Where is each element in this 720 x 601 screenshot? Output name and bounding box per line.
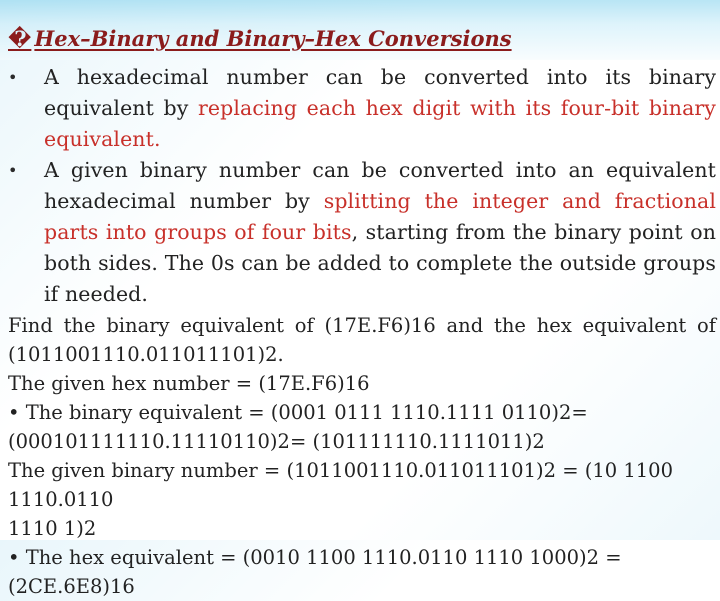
bullet-text xyxy=(44,155,716,310)
bullet-list xyxy=(6,62,716,310)
bullet-marker: • xyxy=(8,68,18,87)
slide-title xyxy=(8,26,512,51)
example-question-line: (1011001110.011011101)2. xyxy=(8,343,284,366)
example-line: (000101111110.11110110)2= (101111110.1111011)2 xyxy=(8,430,545,453)
bullet-text-plain: A given binary number can be converted into an equivalent hexadecimal number by xyxy=(44,158,716,213)
bullet-marker: • xyxy=(8,161,18,180)
worked-example xyxy=(8,311,716,601)
bullet-text-highlight: splitting the integer and fractional parts into groups of four bits xyxy=(44,189,716,244)
example-line: • The hex equivalent = (0010 1100 1110.0110 1110 1000)2 = (2CE.6E8)16 xyxy=(8,546,622,598)
example-line: • The binary equivalent = (0001 0111 1110.1111 0110)2= xyxy=(8,401,588,424)
slide-title-text: Hex–Binary and Binary–Hex Conversions xyxy=(34,26,512,51)
bullet-text xyxy=(44,62,716,155)
bullet-text-highlight: replacing each hex digit with its four-bit binary equivalent. xyxy=(44,96,716,151)
bullet-item xyxy=(6,155,716,310)
bullet-text-plain-end: , starting from the binary point on both sides. The 0s can be added to complete the outside groups if needed. xyxy=(44,220,716,306)
example-line: The given binary number = (1011001110.011011101)2 = (10 1100 1110.0110 xyxy=(8,459,673,511)
bullet-item xyxy=(6,62,716,155)
example-line: 1110 1)2 xyxy=(8,517,97,540)
bullet-text-plain: A hexadecimal number can be converted into its binary equivalent by xyxy=(44,65,716,120)
example-question-line: Find the binary equivalent of (17E.F6)16 and the hex equivalent of xyxy=(8,314,716,337)
title-bullet-icon: � xyxy=(8,26,32,51)
example-line: The given hex number = (17E.F6)16 xyxy=(8,372,370,395)
